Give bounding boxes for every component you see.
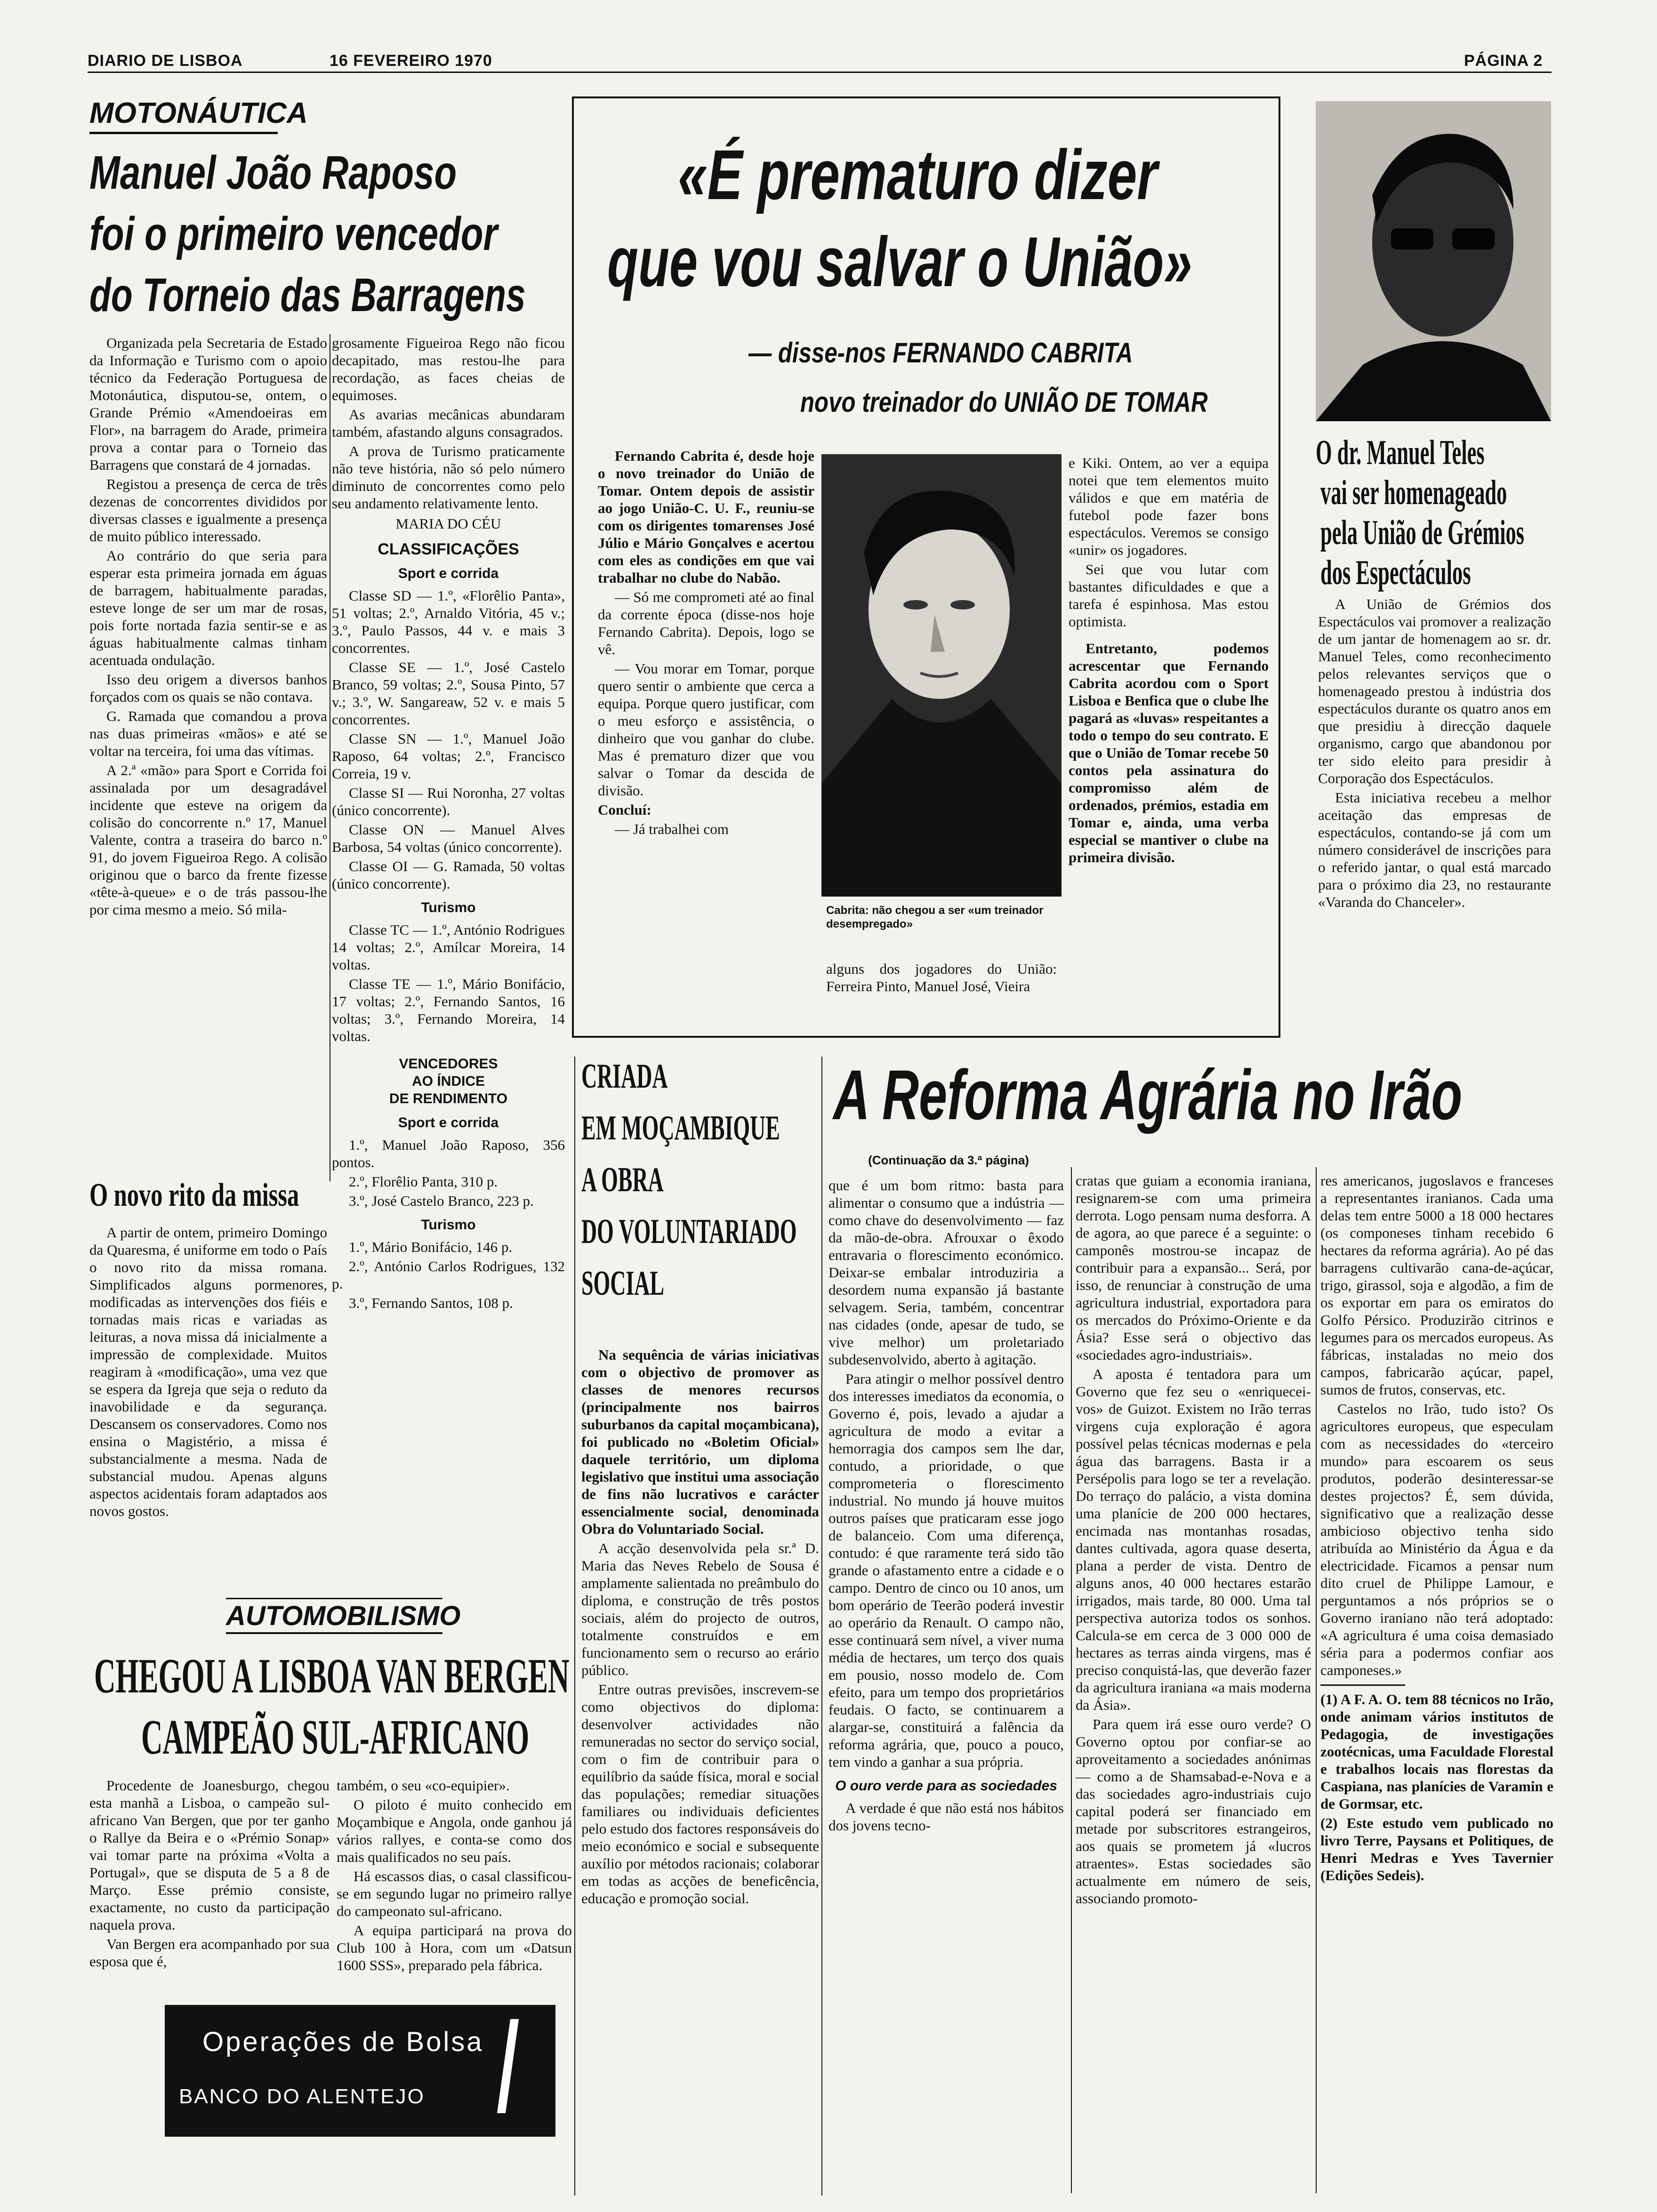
result-row: Classe SE — 1.º, José Castelo Branco, 59 voltas; 2.º, Sousa Pinto, 57 v.; 3.º, W. Sangareaw, 52 v. e mais 5 concorrentes. — [332, 659, 565, 728]
paragraph: A aposta é tentadora para um Governo que fez seu o «enriquecei-vos» de Guizot. Existem no Irão terras virgens cuja exploração é agora possível pelas técnicas modernas e pela água das barragens. Basta ir a Persépolis para logo se ter a revelação. Do terraço do palácio, a vista domina uma planície de 200 000 hectares, encimada nas montanhas rosadas, dantes cultivada, agora quase deserta, plana a perder de vista. Dentro de alguns anos, 40 000 hectares estarão irrigados, mais tarde, 80 000. Uma tal perspectiva autoriza todos os sonhos. Calcula-se em cerca de 3 000 000 de hectares as terras ainda virgens, mas é preciso conquistá-las, que deverão fazer da agricultura iraniana «a mais moderna da Ásia». — [1076, 1366, 1311, 1713]
paragraph: Para atingir o melhor possível dentro dos interesses imediatos da economia, o Governo é, pois, levado a ajudar a agricultura de modo a evitar a hemorragia dos campos sem lhe dar, contudo, a prioridade, o que comprometeria o florescimento industrial. No mundo já houve muitos outros países que praticaram esse jogo de balanceio. Com uma diferença, contudo: é que raramente terá sido tão grande o afastamento entre a cidade e o campo. Dentro de cinco ou 10 anos, um bom operário de Teerão poderá investir ao operário da Renault. O campo não, esse continuará sem nível, a viver numa média de hectares, um terço dos quais em pousio, nosso modelo de. Com efeito, para um tempo dos proprietários feudais. O facto, se continuarem a alargar-se, constituirá a falência da reforma agrária, que, pouco a pouco, tem vindo a ganhar a sua própria. — [828, 1370, 1064, 1770]
automobilismo-headline-2: CAMPEÃO SUL-AFRICANO — [141, 1709, 530, 1764]
teles-headline-3: pela União de Grémios — [1320, 513, 1524, 552]
vencedores-sport-title: Sport e corrida — [398, 1115, 499, 1130]
paragraph: res americanos, jugoslavos e franceses a representantes iranianos. Cada uma delas tem entre 5000 a 18 000 hectares (os componeses tinham recebido 6 hectares da reforma agrária). Ao pé das barragens cultivarão cana-de-açúcar, trigo, girassol, soja e algodão, a fim de os exportar em para os emiratos do Golfo Pérsico. Produzirão citrinos e legumes para os mercados europeus. As fábricas, instaladas no meio dos campos, fabricarão açúcar, papel, sumos de frutos, conservas, etc. — [1320, 1172, 1553, 1398]
paragraph: — Só me comprometi até ao final da corrente época (disse-nos hoje Fernando Cabrita). Depois, logo se vê. — [598, 589, 814, 657]
cabrita-column-1 — [598, 447, 814, 840]
paragraph: Organizada pela Secretaria de Estado da Informação e Turismo com o apoio técnico da Federação Portuguesa de Motonáutica, disputou-se, ontem, o Grande Prémio «Amendoeiras em Flor», na barragem do Arade, primeira prova a contar para o Torneio das Barragens que constará de 4 jornadas. — [89, 335, 327, 473]
paragraph: As avarias mecânicas abundaram também, afastando alguns consagrados. — [332, 406, 565, 440]
paragraph: A prova de Turismo praticamente não teve história, não só pelo número diminuto de concorrentes como pelo seu andamento relativamente lento. — [332, 443, 565, 512]
motonautica-headline-1: Manuel João Raposo — [89, 146, 457, 199]
bolsa-mark-icon — [497, 2019, 519, 2113]
reforma-column-3 — [1320, 1172, 1553, 1886]
cabrita-lead: Fernando Cabrita é, desde hoje o novo treinador do União de Tomar. Ontem depois de assistir ao jogo União-C. U. F., reuniu-se com os dirigentes tomarenses José Júlio e Mário Gonçalves e acertou com eles as condições em que vai trabalhar no clube do Nabão. — [598, 448, 814, 586]
section-automobilismo: AUTOMOBILISMO — [226, 1601, 461, 1631]
vencedores-title-3: DE RENDIMENTO — [389, 1091, 508, 1106]
result-row: Classe ON — Manuel Alves Barbosa, 54 voltas (único concorrente). — [332, 821, 565, 855]
masthead-paper: DIARIO DE LISBOA — [88, 52, 243, 70]
notes-rule — [1320, 1684, 1405, 1686]
result-row: 1.º, Manuel João Raposo, 356 pontos. — [332, 1137, 565, 1170]
mocambique-headline-1: CRIADA — [581, 1057, 668, 1096]
motonautica-headline-2: foi o primeiro vencedor — [89, 208, 498, 260]
paragraph: Entre outras previsões, inscrevem-se como objectivos do diploma: desenvolver actividades não remuneradas no sector do serviço social, com o fim de contribuir para o equilíbrio da saúde física, moral e social das populações; remediar situações familiares ou individuais deficientes pelo estudo dos factores responsáveis do meio económico e social e subsequente auxílio por métodos racionais; colaborar em todas as acções de beneficência, educação e promoção social. — [581, 1681, 819, 1907]
motonautica-column-1 — [89, 334, 327, 920]
sport-corrida-title: Sport e corrida — [398, 566, 499, 581]
paragraph: alguns dos jogadores do União: Ferreira Pinto, Manuel José, Vieira — [826, 961, 1057, 994]
result-row: 3.º, José Castelo Branco, 223 p. — [349, 1193, 534, 1209]
motonautica-column-2 — [332, 334, 565, 1314]
result-row: Classe SN — 1.º, Manuel João Raposo, 64 voltas; 2.º, Francisco Correia, 19 v. — [332, 730, 565, 782]
missa-headline: O novo rito da missa — [89, 1177, 299, 1213]
cabrita-deck-1: — disse-nos FERNANDO CABRITA — [748, 337, 1133, 369]
footnote: (2) Este estudo vem publicado no livro Terre, Paysans et Politiques, de Henri Medras e Yves Tavernier (Edições Sedeis). — [1320, 1815, 1553, 1883]
result-row: Classe SI — Rui Noronha, 27 voltas (único concorrente). — [332, 785, 565, 818]
teles-body — [1318, 595, 1551, 913]
section-overline — [226, 1598, 442, 1599]
automobilismo-column-2 — [337, 1777, 572, 1976]
column-rule — [1071, 1167, 1072, 2193]
result-row: 2.º, Florêlio Panta, 310 p. — [349, 1173, 498, 1190]
reforma-column-2 — [1076, 1172, 1311, 1909]
reforma-continuation: (Continuação da 3.ª página) — [868, 1153, 1029, 1167]
banco-alentejo-ad[interactable] — [165, 2005, 555, 2137]
missa-body — [89, 1224, 327, 1522]
section-motonautica: MOTONÁUTICA — [89, 97, 308, 129]
cabrita-deck-2: novo treinador do UNIÃO DE TOMAR — [800, 386, 1208, 418]
reforma-subhead: O ouro verde para as sociedades — [835, 1778, 1057, 1794]
turismo-title: Turismo — [421, 900, 476, 915]
cabrita-photo — [821, 454, 1062, 897]
vencedores-turismo-title: Turismo — [421, 1217, 476, 1233]
automobilismo-column-1 — [89, 1777, 330, 1972]
ad-line-2: BANCO DO ALENTEJO — [179, 2085, 425, 2108]
paragraph: A acção desenvolvida pela sr.ª D. Maria das Neves Rebelo de Sousa é amplamente salientada no preâmbulo do diploma, e construção de três postos sociais, além do projecto de outros, totalmente construídos e em funcionamento sem o recurso ao erário público. — [581, 1540, 819, 1678]
teles-headline-4: dos Espectáculos — [1320, 553, 1471, 592]
cabrita-headline-1: «É prematuro dizer — [678, 135, 1158, 214]
paragraph: A verdade é que não está nos hábitos dos jovens tecno- — [828, 1800, 1064, 1834]
paragraph: Há escassos dias, o casal classificou-se em segundo lugar no primeiro rallye do campeonato sul-africano. — [337, 1868, 572, 1919]
masthead-rule — [88, 72, 1552, 73]
paragraph: G. Ramada que comandou a prova nas duas primeiras «mãos» e até se voltar na terceira, foi uma das vítimas. — [89, 708, 327, 759]
paragraph: Sei que vou lutar com bastantes dificuldades e que a tarefa é espinhosa. Mas estou optimista. — [1069, 561, 1269, 630]
paragraph: A partir de ontem, primeiro Domingo da Quaresma, é uniforme em todo o País o novo rito da missa romana. Simplificados alguns pormenores, modificadas as intervenções dos fiéis e tornadas mais ricas e variadas as leituras, a nova missa dá inicialmente a impressão de complexidade. Muitos reagiram à «modificação», uma vez que se espera da Igreja que seja o reduto da inavobilidade e da segurança. Descansem os conservadores. Como nos ensina o Magistério, a missa é substancialmente a mesma. Nada de substancial mudou. Apenas alguns aspectos acidentais foram adaptados aos novos gostos. — [89, 1224, 327, 1519]
paragraph: Procedente de Joanesburgo, chegou esta manhã a Lisboa, o campeão sul-africano Van Bergen, que por ter ganho o Rallye da Beira e o «Prémio Sonap» vai tomar parte na próxima «Volta a Portugal», que se disputa de 5 a 8 de Março. Esse prémio consiste, exactamente, no custo da participação naquela prova. — [89, 1777, 330, 1933]
concluir-label: Concluí: — [598, 801, 652, 818]
teles-headline-2: vai ser homenageado — [1320, 473, 1507, 512]
paragraph: — Vou morar em Tomar, porque quero sentir o ambiente que cerca a equipa. Porque quero justificar, com o meu esforço e assistência, o dinheiro que vou ganhar do clube. Mas é prematuro dizer que vou salvar o Tomar da descida de divisão. — [598, 660, 814, 799]
paragraph: Ao contrário do que seria para esperar esta primeira jornada em águas de barragem, habitualmente paradas, esteve longe de ser um mar de rosas, pois forte nortada fazia sentir-se e as águas habitualmente calmas tinham acentuada ondulação. — [89, 547, 327, 668]
result-row: 1.º, Mário Bonifácio, 146 p. — [349, 1239, 513, 1255]
mocambique-headline-4: DO VOLUNTARIADO — [581, 1212, 797, 1251]
paragraph: O piloto é muito conhecido em Moçambique e Angola, onde ganhou já vários rallyes, e conta-se como dos mais qualificados no seu país. — [337, 1796, 572, 1865]
cabrita-headline-2: que vou salvar o União» — [607, 222, 1192, 301]
cabrita-photo-caption: Cabrita: não chegou a ser «um treinador desempregado» — [826, 904, 1044, 930]
ad-line-1: Operações de Bolsa — [202, 2027, 484, 2057]
mocambique-headline-3: A OBRA — [581, 1161, 664, 1199]
masthead-page: PÁGINA 2 — [1464, 52, 1543, 70]
paragraph: Esta iniciativa recebeu a melhor aceitação das empresas de espectáculos, contando-se já com um número considerável de inscrições para o referido jantar, o qual está marcado para o próximo dia 23, no restaurante «Varanda do Chanceler». — [1318, 789, 1551, 910]
paragraph: e Kiki. Ontem, ao ver a equipa notei que tem elementos muito válidos e que em matéria de futebol pode fazer bons espectáculos. Veremos se consigo «unir» os jogadores. — [1069, 455, 1269, 558]
result-row: Classe OI — G. Ramada, 50 voltas (único concorrente). — [332, 858, 565, 892]
cabrita-column-3 — [1069, 454, 1269, 868]
paragraph: cratas que guiam a economia iraniana, resignarem-se com uma primeira derrota. Logo pensam numa desforra. A de agora, ao que parece é a seguinte: o camponês mostrou-se incapaz de contribuir para a expansão... Será, por isso, de renunciar à construção de uma agricultura industrial, exportadora para os mercados do Próximo-Oriente e da Ásia? Esse será o objectivo das «sociedades agro-industriais». — [1076, 1172, 1311, 1363]
paragraph: A 2.ª «mão» para Sport e Corrida foi assinalada por um desagradável incidente que esteve na origem da colisão do concorrente n.º 17, Manuel Valente, contra a traseira do barco n.º 91, do jovem Figueiroa Rego. A colisão originou que o barco da frente fizesse «tête-à-queue» e o de trás passou-lhe por cima mesmo a meio. Só mila- — [89, 762, 327, 918]
paragraph: A União de Grémios dos Espectáculos vai promover a realização de um jantar de homenagem ao sr. dr. Manuel Teles, como reconhecimento pelos relevantes serviços que o homenageado prestou à indústria dos espectáculos durante os quatro anos em que presidiu à direcção daquele organismo, cargo que abandonou por ter sido eleito para presidir à Corporação dos Espectáculos. — [1318, 596, 1551, 786]
paragraph: Isso deu origem a diversos banhos forçados com os quais se não contava. — [89, 671, 327, 705]
paragraph: Castelos no Irão, tudo isto? Os agricultores europeus, que especulam com as necessidades do «terceiro mundo» para escoarem os seus produtos, poderão desinteressar-se destes projectos? É, sem dúvida, significativo que a realização desse ambicioso objectivo tenha sido atribuída ao Ministério da Água e da electricidade. Ficamos a pensar num dito cruel de Philippe Lamour, e perguntamos a nós próprios se o Governo iraniano não terá adoptado: «A agricultura é uma coisa demasiado séria para a podermos confiar aos camponeses.» — [1320, 1401, 1553, 1678]
mocambique-headline-2: EM MOÇAMBIQUE — [581, 1109, 780, 1147]
vencedores-title-1: VENCEDORES — [399, 1056, 498, 1072]
paragraph: Entretanto, podemos acrescentar que Fernando Cabrita acordou com o Sport Lisboa e Benfica que o clube lhe pagará as «luvas» respeitantes a todo o tempo do seu contrato. E que o União de Tomar recebe 50 contos pela assinatura do compromisso além de ordenados, prémios, estadia em Tomar e, ainda, uma verba especial se mantiver o clube na primeira divisão. — [1069, 640, 1269, 866]
reforma-headline: A Reforma Agrária no Irão — [833, 1055, 1463, 1134]
paragraph: — Já trabalhei com — [615, 821, 729, 837]
column-rule — [821, 1057, 822, 2196]
paragraph: grosamente Figueiroa Rego não ficou decapitado, mas restou-lhe para recordação, as faces cheias de equimoses. — [332, 335, 565, 403]
section-underline — [226, 1632, 442, 1634]
paragraph: A equipa participará na prova do Club 100 à Hora, com um «Datsun 1600 SSS», preparado pela fábrica. — [337, 1922, 572, 1973]
cabrita-column-2-end — [826, 960, 1057, 997]
result-row: Classe SD — 1.º, «Florêlio Panta», 51 voltas; 2.º, Arnaldo Vitória, 45 v.; 3.º, Paulo Passos, 44 v. e mais 3 concorrentes. — [332, 587, 565, 656]
teles-headline-1: O dr. Manuel Teles — [1316, 433, 1485, 472]
mocambique-body — [581, 1346, 819, 1909]
paragraph: que é um bom ritmo: basta para alimentar o consumo que a indústria — como chave do desenvolvimento — faz da mão-de-obra. Afrouxar o êxodo entravaria o florescimento económico. Deixar-se embalar introduziria a desordem numa expansão já bastante selvagem. Seria, também, concentrar nas cidades (onde, apesar de tudo, se vive melhor) um proletariado subdesenvolvido, aberto à agitação. — [828, 1177, 1064, 1368]
paragraph: Van Bergen era acompanhado por sua esposa que é, — [89, 1936, 330, 1970]
vencedores-title-2: AO ÍNDICE — [411, 1074, 485, 1089]
motonautica-headline-3: do Torneio das Barragens — [89, 269, 526, 321]
footnote: (1) A F. A. O. tem 88 técnicos no Irão, onde animam vários institutos de Pedagogia, de investigações zootécnicas, uma Faculdade Florestal e trabalhos locais nas florestas da Caspiana, nas planícies de Varamin e de Gormsar, etc. — [1320, 1691, 1553, 1812]
column-rule — [574, 1057, 575, 2196]
masthead-date: 16 FEVEREIRO 1970 — [330, 52, 492, 70]
mocambique-headline-5: SOCIAL — [581, 1264, 664, 1303]
paragraph: também, o seu «co-equipier». — [337, 1777, 510, 1794]
reforma-column-1 — [828, 1177, 1064, 1836]
column-rule — [1316, 1167, 1317, 2193]
result-row: Classe TE — 1.º, Mário Bonifácio, 17 voltas; 2.º, Fernando Santos, 16 voltas; 3.º, Fernando Moreira, 14 voltas. — [332, 976, 565, 1044]
result-row: 3.º, Fernando Santos, 108 p. — [349, 1295, 513, 1311]
result-row: 2.º, António Carlos Rodrigues, 132 p. — [332, 1258, 565, 1292]
teles-photo — [1316, 101, 1551, 421]
paragraph: Registou a presença de cerca de três dezenas de concorrentes divididos por diversas classes e igualmente a presença de muito público interessado. — [89, 476, 327, 545]
portrait-silhouette-icon — [1316, 101, 1551, 421]
section-underline — [89, 132, 278, 134]
classificacoes-title: CLASSIFICAÇÕES — [378, 540, 519, 558]
author-byline: MARIA DO CÉU — [395, 515, 501, 532]
result-row: Classe TC — 1.º, António Rodrigues 14 voltas; 2.º, Amílcar Moreira, 14 voltas. — [332, 922, 565, 973]
automobilismo-headline-1: CHEGOU A LISBOA VAN BERGEN — [94, 1648, 570, 1703]
paragraph: Para quem irá esse ouro verde? O Governo optou por confiar-se ao aproveitamento a sociedades anónimas — como a de Shamsabad-e-Nova e a das sociedades agro-industriais cujo capital poderá ser financiado em metade por subscritores estrangeiros, aos quais se prometem já «lucros atraentes». Estas sociedades são actualmente em número de seis, associando promoto- — [1076, 1716, 1311, 1907]
paragraph: Na sequência de várias iniciativas com o objectivo de promover as classes de menores recursos (principalmente nos bairros suburbanos da capital moçambicana), foi publicado no «Boletim Oficial» daquele território, um diploma legislativo que institui uma associação de fins não lucrativos e carácter essencialmente social, denominada Obra do Voluntariado Social. — [581, 1346, 819, 1537]
portrait-silhouette-icon — [821, 454, 1062, 897]
